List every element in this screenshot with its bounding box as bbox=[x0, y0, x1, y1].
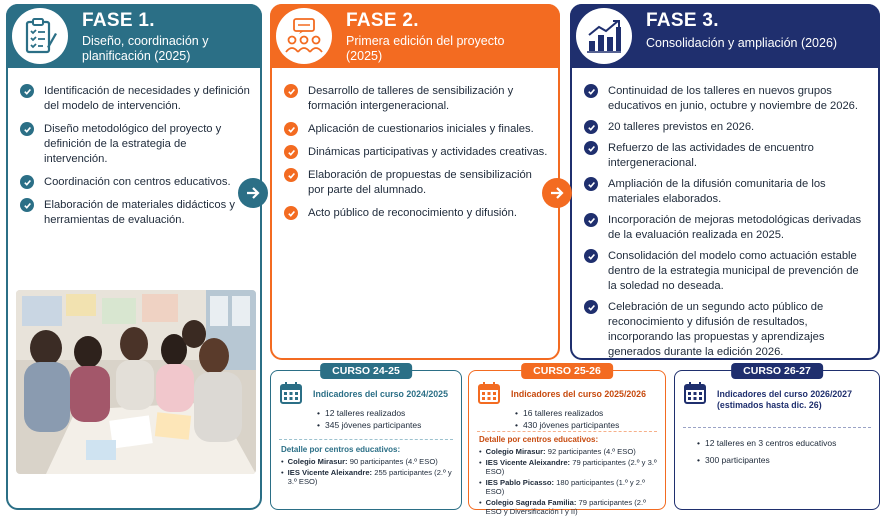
calendar-icon bbox=[683, 381, 707, 405]
phase-item-text: Acto público de reconocimiento y difusión. bbox=[308, 207, 517, 219]
school-participants: 180 participantes (1.º y 2.º ESO) bbox=[485, 477, 645, 496]
school-detail-text bbox=[486, 478, 659, 497]
check-circle-icon bbox=[584, 213, 598, 227]
check-circle-icon bbox=[284, 122, 298, 136]
course-25-26-card bbox=[468, 365, 666, 516]
clipboard-checklist-icon bbox=[12, 8, 68, 64]
phase-item bbox=[584, 141, 870, 171]
phase-title: FASE 2. bbox=[346, 10, 419, 31]
phase-item-text: Refuerzo de las actividades de encuentro intergeneracional. bbox=[608, 142, 814, 169]
indicators-title: Indicadores del curso 2026/2027 (estimados hasta dic. 26) bbox=[717, 389, 852, 410]
phase-subtitle: Diseño, coordinación y planificación (2025) bbox=[82, 34, 209, 63]
phase-2-header bbox=[270, 4, 560, 68]
school-detail-text bbox=[486, 458, 659, 477]
phase-2-card bbox=[270, 4, 560, 360]
school-participants: 255 participantes (2.º y 3.º ESO) bbox=[287, 467, 452, 486]
course-26-27-card bbox=[674, 365, 880, 510]
school-name: Colegio Mirasur: bbox=[287, 457, 348, 466]
phase-item bbox=[20, 122, 252, 167]
phase-1-header bbox=[6, 4, 262, 68]
phase-item-text: Desarrollo de talleres de sensibilización y formación intergeneracional. bbox=[308, 85, 514, 112]
course-tag: CURSO 24-25 bbox=[320, 363, 412, 379]
check-circle-icon bbox=[20, 198, 34, 212]
calendar-icon bbox=[477, 381, 501, 405]
school-detail bbox=[479, 447, 659, 457]
bullet: • bbox=[281, 467, 284, 477]
school-detail-text bbox=[486, 447, 636, 457]
phase-item bbox=[284, 168, 550, 198]
phase-item bbox=[20, 84, 252, 114]
phase-item-text: Incorporación de mejoras metodológicas derivadas de la evaluación realizada en 2025. bbox=[608, 214, 862, 241]
phase-3-header bbox=[570, 4, 880, 68]
course-stats bbox=[515, 407, 619, 431]
phase-item-text: Aplicación de cuestionarios iniciales y finales. bbox=[308, 123, 534, 135]
phase-item-text: Coordinación con centros educativos. bbox=[44, 176, 231, 188]
stat-item: • 12 talleres en 3 centros educativos bbox=[697, 435, 836, 452]
course-tag: CURSO 25-26 bbox=[521, 363, 613, 379]
bullet: • bbox=[479, 497, 482, 507]
phase-item-text: Identificación de necesidades y definición del modelo de intervención. bbox=[44, 85, 250, 112]
phase-item bbox=[284, 206, 550, 221]
students-workshop-photo bbox=[16, 290, 256, 474]
divider bbox=[279, 439, 453, 440]
phase-item-text: Dinámicas participativas y actividades creativas. bbox=[308, 146, 548, 158]
phase-1-items bbox=[20, 84, 252, 236]
arrow-right-icon bbox=[542, 178, 572, 208]
arrow-right-icon bbox=[238, 178, 268, 208]
check-circle-icon bbox=[284, 206, 298, 220]
phase-item-text: Elaboración de materiales didácticos y herramientas de evaluación. bbox=[44, 199, 235, 226]
school-detail bbox=[281, 468, 455, 487]
phase-item bbox=[584, 120, 870, 135]
phase-title: FASE 3. bbox=[646, 10, 719, 31]
phase-item-text: 20 talleres previstos en 2026. bbox=[608, 121, 755, 133]
indicators-title: Indicadores del curso 2025/2026 bbox=[511, 389, 646, 399]
course-tag: CURSO 26-27 bbox=[731, 363, 823, 379]
school-name: IES Pablo Picasso: bbox=[485, 477, 555, 487]
check-circle-icon bbox=[20, 84, 34, 98]
phase-3-items bbox=[584, 84, 870, 366]
course-24-25-card bbox=[270, 365, 462, 510]
school-name: Colegio Mirasur: bbox=[485, 447, 546, 456]
school-participants: 79 participantes (2.º y 3.º ESO) bbox=[485, 457, 657, 476]
stat-item: • 300 participantes bbox=[697, 452, 836, 469]
school-name: IES Vicente Aleixandre: bbox=[287, 467, 373, 477]
check-circle-icon bbox=[584, 249, 598, 263]
phase-item-text: Celebración de un segundo acto público de reconocimiento y difusión de resultados, incorporando las propuestas y aprendizajes generados durante la edición 2026. bbox=[608, 301, 825, 358]
phase-item bbox=[584, 213, 870, 243]
phase-item-text: Diseño metodológico del proyecto y definición de la estrategia de intervención. bbox=[44, 123, 222, 165]
school-detail bbox=[479, 458, 659, 477]
stat-item: • 12 talleres realizados bbox=[317, 407, 421, 419]
school-participants: 79 participantes (2.º ESO y Diversificación I y II) bbox=[485, 497, 646, 516]
phase-subtitle: Primera edición del proyecto (2025) bbox=[346, 34, 505, 63]
phase-subtitle: Consolidación y ampliación (2026) bbox=[646, 36, 838, 50]
detail-title: Detalle por centros educativos: bbox=[281, 445, 401, 454]
phase-item-text: Continuidad de los talleres en nuevos grupos educativos en junio, octubre y noviembre de 2026. bbox=[608, 85, 859, 112]
detail-title: Detalle por centros educativos: bbox=[479, 435, 599, 444]
check-circle-icon bbox=[584, 300, 598, 314]
phase-item bbox=[284, 122, 550, 137]
phase-3-card bbox=[570, 4, 880, 360]
course-stats bbox=[317, 407, 421, 431]
bullet: • bbox=[479, 477, 482, 487]
school-detail bbox=[479, 478, 659, 497]
divider bbox=[477, 431, 657, 432]
phase-item bbox=[284, 145, 550, 160]
school-details bbox=[281, 457, 455, 488]
stat-item: • 430 jóvenes participantes bbox=[515, 419, 619, 431]
school-detail-text bbox=[288, 468, 455, 487]
school-detail bbox=[479, 498, 659, 516]
course-stats bbox=[697, 435, 836, 469]
check-circle-icon bbox=[284, 168, 298, 182]
stat-item: • 345 jóvenes participantes bbox=[317, 419, 421, 431]
school-participants: 90 participantes (4.º ESO) bbox=[349, 457, 438, 466]
check-circle-icon bbox=[20, 175, 34, 189]
phase-item bbox=[20, 198, 252, 228]
bullet: • bbox=[479, 447, 482, 456]
check-circle-icon bbox=[584, 84, 598, 98]
check-circle-icon bbox=[584, 141, 598, 155]
phase-item bbox=[584, 249, 870, 294]
school-details bbox=[479, 447, 659, 516]
check-circle-icon bbox=[284, 84, 298, 98]
school-detail-text bbox=[486, 498, 659, 516]
school-name: IES Vicente Aleixandre: bbox=[485, 457, 571, 467]
phase-title: FASE 1. bbox=[82, 10, 155, 31]
phase-item bbox=[584, 300, 870, 360]
check-circle-icon bbox=[584, 177, 598, 191]
phase-item-text: Elaboración de propuestas de sensibilización por parte del alumnado. bbox=[308, 169, 532, 196]
check-circle-icon bbox=[284, 145, 298, 159]
bullet: • bbox=[281, 457, 284, 466]
phase-item bbox=[284, 84, 550, 114]
school-detail bbox=[281, 457, 455, 467]
school-detail-text bbox=[288, 457, 438, 467]
bullet: • bbox=[479, 457, 482, 467]
indicators-title: Indicadores del curso 2024/2025 bbox=[313, 389, 448, 399]
people-chat-icon bbox=[276, 8, 332, 64]
phase-item bbox=[584, 177, 870, 207]
phase-item-text: Consolidación del modelo como actuación estable dentro de la estrategia municipal de prevención de la soledad no deseada. bbox=[608, 250, 859, 292]
phase-1-card bbox=[6, 4, 262, 510]
phase-item-text: Ampliación de la difusión comunitaria de los materiales elaborados. bbox=[608, 178, 826, 205]
check-circle-icon bbox=[20, 122, 34, 136]
school-name: Colegio Sagrada Familia: bbox=[485, 497, 577, 507]
growth-chart-icon bbox=[576, 8, 632, 64]
phase-item bbox=[584, 84, 870, 114]
check-circle-icon bbox=[584, 120, 598, 134]
stat-item: • 16 talleres realizados bbox=[515, 407, 619, 419]
phase-item bbox=[20, 175, 252, 190]
calendar-icon bbox=[279, 381, 303, 405]
divider bbox=[683, 427, 871, 428]
school-participants: 92 participantes (4.º ESO) bbox=[547, 447, 636, 456]
phase-2-items bbox=[284, 84, 550, 229]
